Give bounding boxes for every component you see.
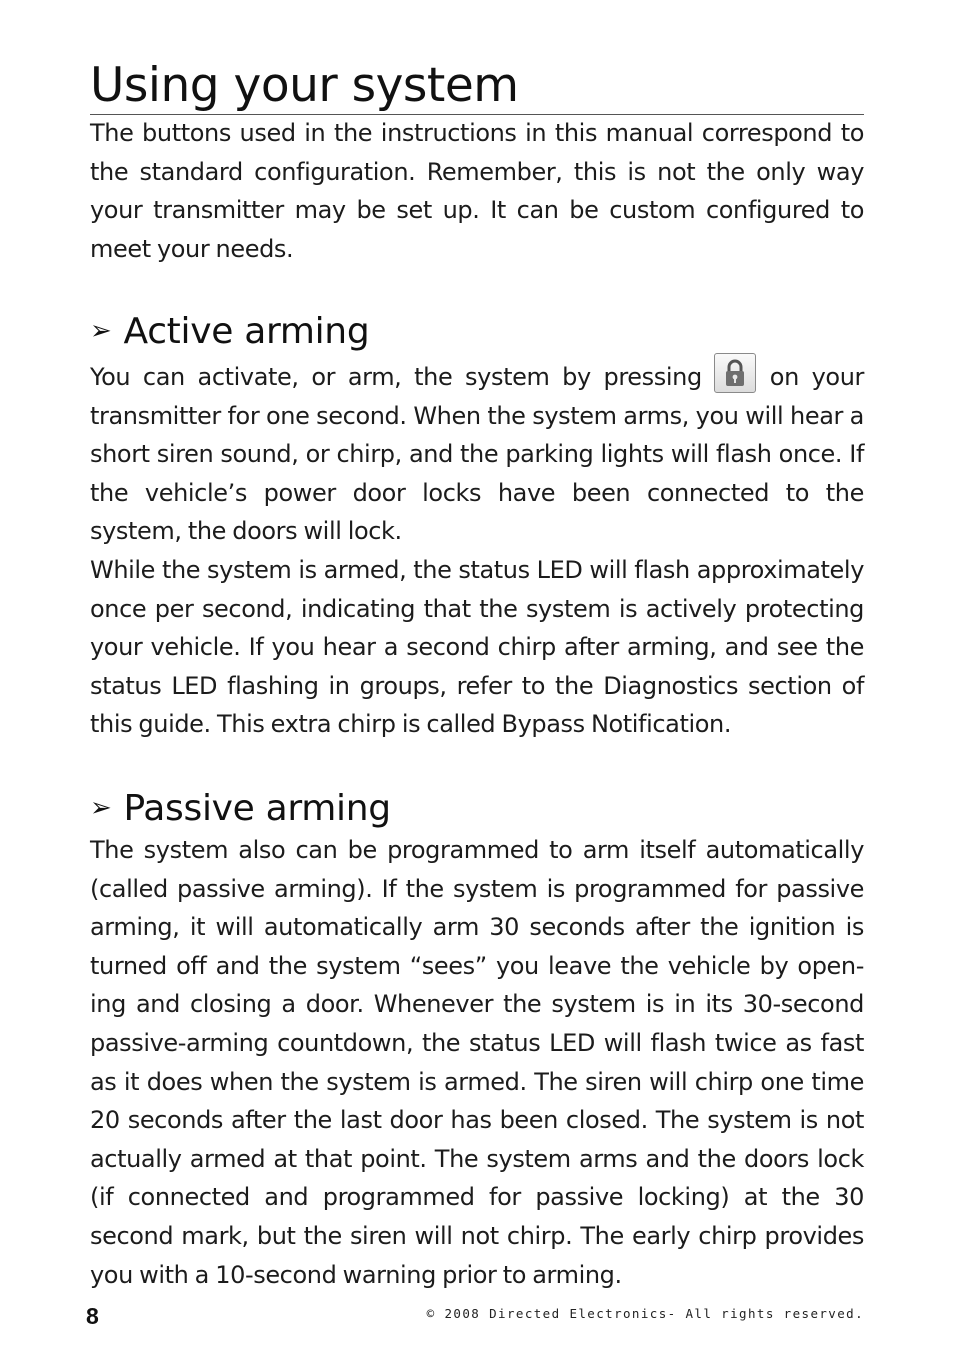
arrow-bullet-icon: ➢ bbox=[90, 793, 112, 823]
arrow-bullet-icon: ➢ bbox=[90, 316, 112, 346]
active-arming-heading bbox=[90, 309, 864, 354]
active-arming-body bbox=[90, 353, 864, 744]
active-arming-paragraph-1 bbox=[90, 353, 864, 551]
copyright-notice: © 2008 Directed Electronics- All rights reserved. bbox=[426, 1306, 864, 1321]
page-number: 8 bbox=[86, 1303, 99, 1329]
passive-arming-paragraph: The system also can be programmed to arm itself automatically (called passive arming). If the system is programmed for passive arming, it will automatically arm 30 seconds after the ignition is turned off and the system “sees” you leave the vehicle by open-ing and closing a door. Whenever the system is in its 30-second passive-arming countdown, the status LED will flash twice as fast as it does when the system is armed. The siren will chirp one time 20 seconds after the last door has been closed. The system is not actually armed at that point. The system arms and the doors lock (if connected and programmed for passive locking) at the 30 second mark, but the siren will not chirp. The early chirp provides you with a 10-second warning prior to arming. bbox=[90, 836, 864, 1289]
passive-arming-heading-text: Passive arming bbox=[123, 788, 391, 829]
active-text-after-icon: on your transmitter for one second. When the system arms, you will hear a short siren sound, or chirp, and the parking lights will flash once. If the vehicle’s power door locks have been connected to the system, the doors will lock. bbox=[90, 363, 864, 546]
active-text-before-icon: You can activate, or arm, the system by pressing bbox=[90, 363, 702, 391]
intro-paragraph: The buttons used in the instructions in this manual correspond to the standard configuration. Remember, this is not the only way your transmitter may be set up. It can be custom configured to meet your needs. bbox=[90, 119, 864, 263]
lock-icon bbox=[714, 353, 756, 393]
passive-arming-heading bbox=[90, 786, 864, 831]
active-arming-paragraph-2: While the system is armed, the status LED will flash approximately once per second, indicating that the system is actively protecting your vehicle. If you hear a second chirp after arming, and see the status LED flashing in groups, refer to the Diagnostics section of this guide. This extra chirp is called Bypass Notification. bbox=[90, 555, 864, 739]
active-arming-heading-text: Active arming bbox=[123, 311, 370, 352]
page-title: Using your system bbox=[90, 58, 864, 115]
